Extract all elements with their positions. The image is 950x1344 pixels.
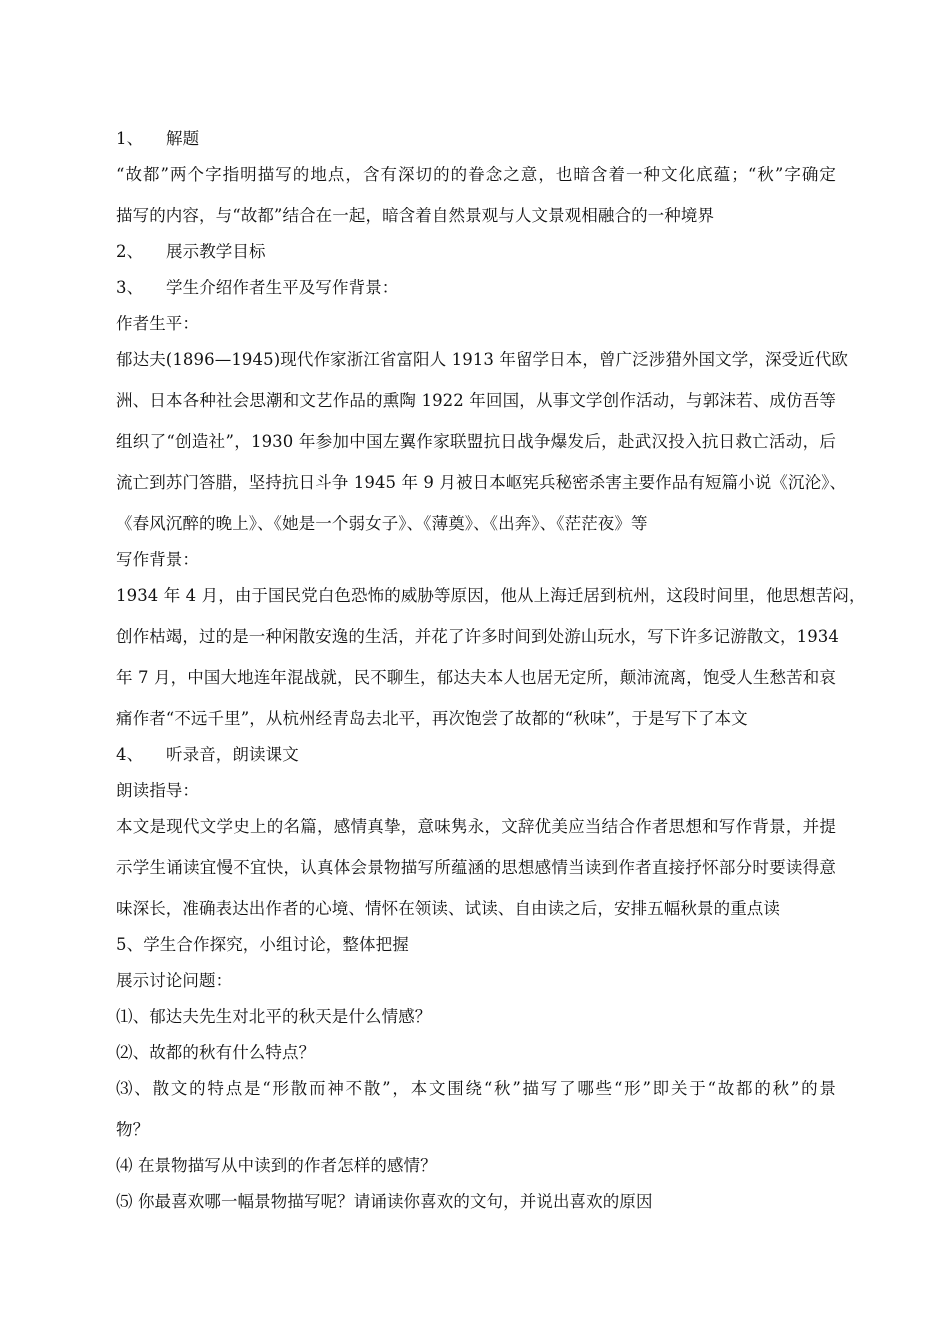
question-4: ⑷ 在景物描写从中读到的作者怎样的感情？ bbox=[116, 1156, 437, 1175]
author-bio-line-5: 《春风沉醉的晚上》、《她是一个弱女子》、《薄奠》、《出奔》、《茫茫夜》等 bbox=[116, 514, 648, 533]
item-3-text: 学生介绍作者生平及写作背景： bbox=[166, 278, 399, 297]
background-line-1: 1934 年 4 月，由于国民党白色恐怖的威胁等原因，他从上海迁居到杭州，这段时间里，他思想苦闷， bbox=[116, 586, 866, 605]
question-1: ⑴、郁达夫先生对北平的秋天是什么情感？ bbox=[116, 1007, 432, 1026]
item-2-text: 展示教学目标 bbox=[166, 242, 266, 261]
background-heading: 写作背景： bbox=[116, 550, 199, 569]
background-line-2: 创作枯竭，过的是一种闲散安逸的生活，并花了许多时间到处游山玩水，写下许多记游散文，1934 bbox=[116, 627, 839, 646]
background-line-4: 痛作者“不远千里”，从杭州经青岛去北平，再次饱尝了故都的“秋味”，于是写下了本文 bbox=[116, 709, 748, 728]
author-bio-line-4: 流亡到苏门答腊，坚持抗日斗争 1945 年 9 月被日本岖宪兵秘密杀害主要作品有短篇小说《沉沦》、 bbox=[116, 473, 847, 492]
reading-line-1: 本文是现代文学史上的名篇，感情真挚，意味隽永，文辞优美应当结合作者思想和写作背景，并提 bbox=[116, 817, 836, 836]
intro-paragraph-line-2: 描写的内容，与“故都”结合在一起，暗含着自然景观与人文景观相融合的一种境界 bbox=[116, 206, 715, 225]
question-5: ⑸ 你最喜欢哪一幅景物描写呢？请诵读你喜欢的文句，并说出喜欢的原因 bbox=[116, 1192, 653, 1211]
reading-line-2: 示学生诵读宜慢不宜快，认真体会景物描写所蕴涵的思想感情当读到作者直接抒怀部分时要读得意 bbox=[116, 858, 836, 877]
author-bio-line-1: 郁达夫(1896—1945)现代作家浙江省富阳人 1913 年留学日本，曾广泛涉猎外国文学，深受近代欧 bbox=[116, 350, 848, 369]
question-3-continued: 物？ bbox=[116, 1120, 150, 1139]
item-3-number: 3、 bbox=[116, 278, 144, 297]
item-5: 5、学生合作探究，小组讨论，整体把握 bbox=[116, 935, 409, 954]
item-4-text: 听录音，朗读课文 bbox=[166, 745, 299, 764]
background-line-3: 年 7 月，中国大地连年混战就，民不聊生，郁达夫本人也居无定所，颠沛流离，饱受人生愁苦和哀 bbox=[116, 668, 836, 687]
author-bio-line-3: 组织了“创造社”，1930 年参加中国左翼作家联盟抗日战争爆发后，赴武汉投入抗日救亡活动，后 bbox=[116, 432, 836, 451]
item-1-number: 1、 bbox=[116, 129, 144, 148]
question-2: ⑵、故都的秋有什么特点？ bbox=[116, 1043, 316, 1062]
item-4 bbox=[116, 744, 299, 766]
question-3: ⑶、散文的特点是“形散而神不散”，本文围绕“秋”描写了哪些“形”即关于“故都的秋”的景 bbox=[116, 1079, 836, 1098]
item-2-number: 2、 bbox=[116, 242, 144, 261]
reading-line-3: 味深长，准确表达出作者的心境、情怀在领读、试读、自由读之后，安排五幅秋景的重点读 bbox=[116, 899, 780, 918]
intro-paragraph-line-1: “故都”两个字指明描写的地点，含有深切的的眷念之意，也暗含着一种文化底蕴；“秋”字确定 bbox=[116, 165, 836, 184]
item-2 bbox=[116, 241, 266, 263]
reading-heading: 朗读指导： bbox=[116, 781, 199, 800]
discussion-heading: 展示讨论问题： bbox=[116, 971, 233, 990]
item-3 bbox=[116, 277, 398, 299]
author-heading: 作者生平： bbox=[116, 314, 199, 333]
item-4-number: 4、 bbox=[116, 745, 144, 764]
item-1-text: 解题 bbox=[166, 129, 200, 148]
author-bio-line-2: 洲、日本各种社会思潮和文艺作品的熏陶 1922 年回国，从事文学创作活动，与郭沫若、成仿吾等 bbox=[116, 391, 836, 410]
item-1 bbox=[116, 128, 199, 150]
